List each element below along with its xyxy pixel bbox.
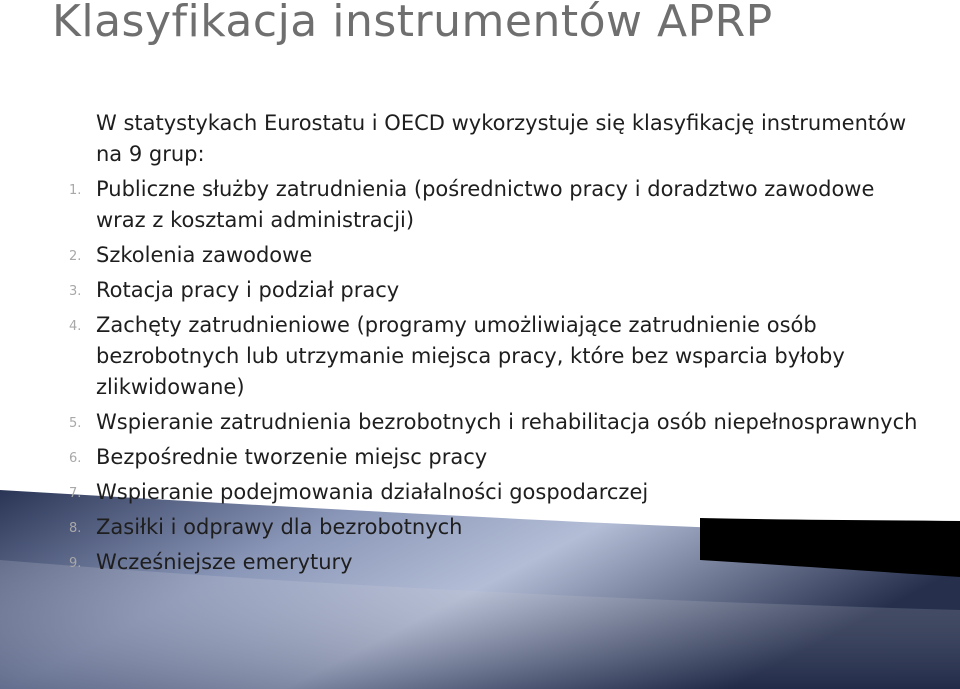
list-number: 8. — [69, 521, 82, 536]
list-number: 3. — [69, 284, 82, 299]
list-item-text: Wspieranie podejmowania działalności gospodarczej — [96, 480, 649, 504]
list-item-text: Bezpośrednie tworzenie miejsc pracy — [96, 445, 488, 469]
list-item — [69, 407, 926, 438]
list-item — [69, 547, 926, 578]
intro-text: W statystykach Eurostatu i OECD wykorzystuje się klasyfikację instrumentów na 9 grup: — [96, 111, 907, 166]
list-item — [69, 275, 926, 306]
list-item-text: Szkolenia zawodowe — [96, 243, 313, 267]
list-item — [69, 477, 926, 508]
list-item-text: Publiczne służby zatrudnienia (pośrednictwo pracy i doradztwo zawodowe wraz z kosztami administracji) — [96, 177, 875, 232]
list-number: 9. — [69, 556, 82, 571]
list-number: 7. — [69, 486, 82, 501]
list-number: 5. — [69, 416, 82, 431]
list-number: 2. — [69, 249, 82, 264]
list-item-text: Zasiłki i odprawy dla bezrobotnych — [96, 515, 463, 539]
list-item — [69, 174, 926, 236]
list-item-text: Rotacja pracy i podział pracy — [96, 278, 400, 302]
list-item-text: Zachęty zatrudnieniowe (programy umożliwiające zatrudnienie osób bezrobotnych lub utrzymanie miejsca pracy, które bez wsparcia byłoby zlikwidowane) — [96, 313, 845, 399]
list-item — [69, 512, 926, 543]
list-number: 6. — [69, 451, 82, 466]
list-item — [69, 442, 926, 473]
list-item-text: Wspieranie zatrudnienia bezrobotnych i rehabilitacja osób niepełnosprawnych — [96, 410, 918, 434]
slide-title: Klasyfikacja instrumentów APRP — [52, 0, 773, 47]
list-item — [69, 240, 926, 271]
list-item — [69, 310, 926, 403]
list-number: 1. — [69, 183, 82, 198]
list-number: 4. — [69, 319, 82, 334]
list-item-text: Wcześniejsze emerytury — [96, 550, 353, 574]
slide-content — [69, 108, 926, 582]
instrument-list — [69, 174, 926, 578]
